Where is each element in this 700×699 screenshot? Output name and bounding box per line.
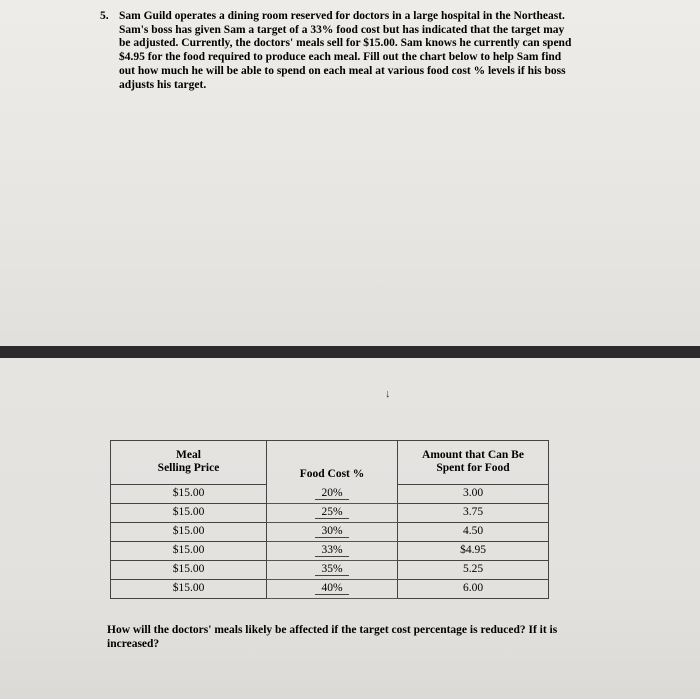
- food-cost-header-label: Food Cost %: [299, 468, 365, 480]
- table-row: [111, 503, 549, 522]
- pct-cell: [267, 522, 398, 541]
- pct-cell: [267, 484, 398, 503]
- price-cell: $15.00: [111, 579, 267, 598]
- followup-question: [107, 624, 627, 651]
- amount-cell[interactable]: 6.00: [398, 579, 549, 598]
- pct-cell: [267, 503, 398, 522]
- question-text: [119, 10, 619, 92]
- food-cost-table: [110, 440, 549, 599]
- question-line: out how much he will be able to spend on each meal at various food cost % levels if his boss: [119, 64, 566, 77]
- amount-cell[interactable]: 3.75: [398, 503, 549, 522]
- pct-value: 20%: [315, 487, 348, 500]
- price-cell: $15.00: [111, 560, 267, 579]
- pct-value: 30%: [315, 525, 348, 538]
- pct-value: 35%: [315, 563, 348, 576]
- amount-cell[interactable]: 5.25: [398, 560, 549, 579]
- question-line: be adjusted. Currently, the doctors' meals sell for $15.00. Sam knows he currently can spend: [119, 37, 572, 50]
- amount-header-line: Spent for Food: [436, 462, 510, 475]
- pct-cell: [267, 541, 398, 560]
- down-arrow-icon: ↓: [385, 388, 391, 400]
- question-line: Sam's boss has given Sam a target of a 33% food cost but has indicated that the target may: [119, 23, 565, 36]
- meal-header-line: Selling Price: [157, 462, 220, 475]
- question-line: adjusts his target.: [119, 78, 207, 91]
- table-row: [111, 522, 549, 541]
- amount-header-line: Amount that Can Be: [422, 449, 524, 462]
- followup-line: increased?: [107, 637, 160, 650]
- table-row: [111, 579, 549, 598]
- table-row: [111, 560, 549, 579]
- amount-cell[interactable]: 3.00: [398, 484, 549, 503]
- pct-cell: [267, 560, 398, 579]
- table-row: [111, 541, 549, 560]
- table-row: [111, 484, 549, 503]
- followup-line: How will the doctors' meals likely be affected if the target cost percentage is reduced? If it is: [107, 624, 558, 636]
- price-cell: $15.00: [111, 503, 267, 522]
- pct-cell: [267, 579, 398, 598]
- pct-value: 33%: [315, 544, 348, 557]
- food-cost-header: [267, 441, 398, 485]
- pct-value: 40%: [315, 582, 348, 595]
- price-cell: $15.00: [111, 522, 267, 541]
- meal-header-line: Meal: [176, 449, 201, 462]
- price-cell: $15.00: [111, 484, 267, 503]
- amount-header: [398, 441, 549, 485]
- question-line: Sam Guild operates a dining room reserved for doctors in a large hospital in the Northeast.: [119, 10, 565, 22]
- amount-cell[interactable]: 4.50: [398, 522, 549, 541]
- photo-divider: [0, 346, 700, 358]
- pct-value: 25%: [315, 506, 348, 519]
- amount-cell[interactable]: $4.95: [398, 541, 549, 560]
- price-cell: $15.00: [111, 541, 267, 560]
- question-line: $4.95 for the food required to produce each meal. Fill out the chart below to help Sam find: [119, 51, 562, 64]
- question-number: 5.: [100, 10, 109, 22]
- table-header-row: [111, 441, 549, 485]
- meal-price-header: [111, 441, 267, 485]
